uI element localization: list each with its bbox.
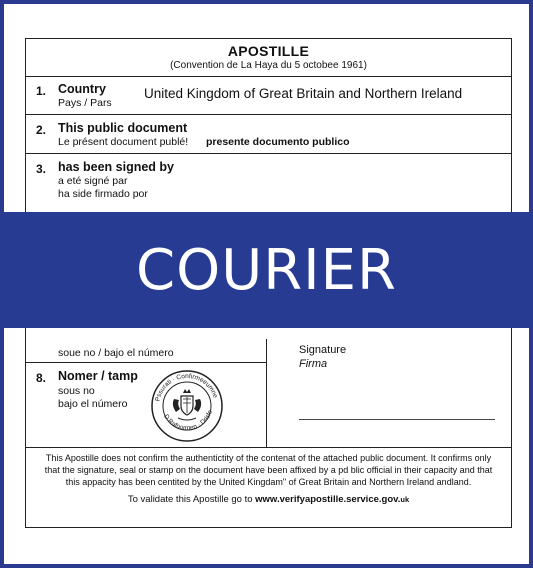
validate-url-suffix[interactable]: uk (400, 495, 410, 504)
disclaimer-section (26, 447, 511, 530)
signature-label-es: Firma (299, 358, 328, 370)
validate-url[interactable]: www.verifyapostille.service.gov. (255, 494, 401, 505)
country-label: Country (58, 82, 106, 96)
disclaimer-text: This Apostille does not confirm the authentictity of the contenat of the attached public document. It confirms only that the signature, seal or stamp on the document have been affixed by a pd blic official in their capacity and that this appacity has been centited by the United Kingdam" of Great Britain and Northern Ireland andland. (44, 453, 493, 487)
row-public-document (26, 114, 511, 154)
signed-by-sub-es: ha side firmado por (58, 188, 148, 200)
row-country (26, 76, 511, 115)
coat-of-arms-icon (173, 389, 201, 420)
row-7 (26, 339, 266, 363)
apostille-header (26, 39, 511, 77)
row-number: 2. (36, 123, 47, 137)
stamp-sub-fr: sous no (58, 385, 95, 397)
row-number: 8. (36, 371, 47, 385)
row-signed-by (26, 153, 511, 213)
signature-label: Signature (299, 344, 347, 356)
seal-text-top: Pssurati · Confirmeeumne (154, 372, 219, 403)
seal-text-bottom: D Rafoormen · Drisfe (162, 409, 214, 432)
row-number: 3. (36, 162, 47, 176)
courier-banner-text: COURIER (136, 237, 397, 303)
royal-seal-stamp (150, 369, 224, 443)
row-stamp (26, 362, 266, 447)
stamp-label: Nomer / tamp (58, 369, 138, 383)
public-document-label: This public document (58, 121, 188, 135)
stamp-sub-es: bajo el número (58, 398, 128, 410)
signed-by-sub-fr: a eté signé par (58, 175, 128, 187)
country-sublabel: Pays / Pars (58, 97, 112, 109)
validate-prefix: To validate this Apostille go to (127, 494, 253, 505)
public-document-sub-fr: Le présent document publé! (58, 136, 189, 148)
courier-banner (0, 212, 533, 328)
public-document-sub-es: presente documento publico (206, 136, 350, 148)
signed-by-label: has been signed by (58, 160, 175, 174)
row-number: 1. (36, 84, 47, 98)
row7-sublabel: soue no / bajo el número (58, 347, 174, 359)
signature-line (299, 419, 495, 420)
country-value: United Kingdom of Great Britain and Northern Ireland (144, 86, 463, 101)
apostille-subtitle: (Convention de La Haya du 5 octobee 1961) (170, 60, 367, 71)
apostille-title: APOSTILLE (227, 43, 310, 59)
validate-line (26, 494, 511, 506)
